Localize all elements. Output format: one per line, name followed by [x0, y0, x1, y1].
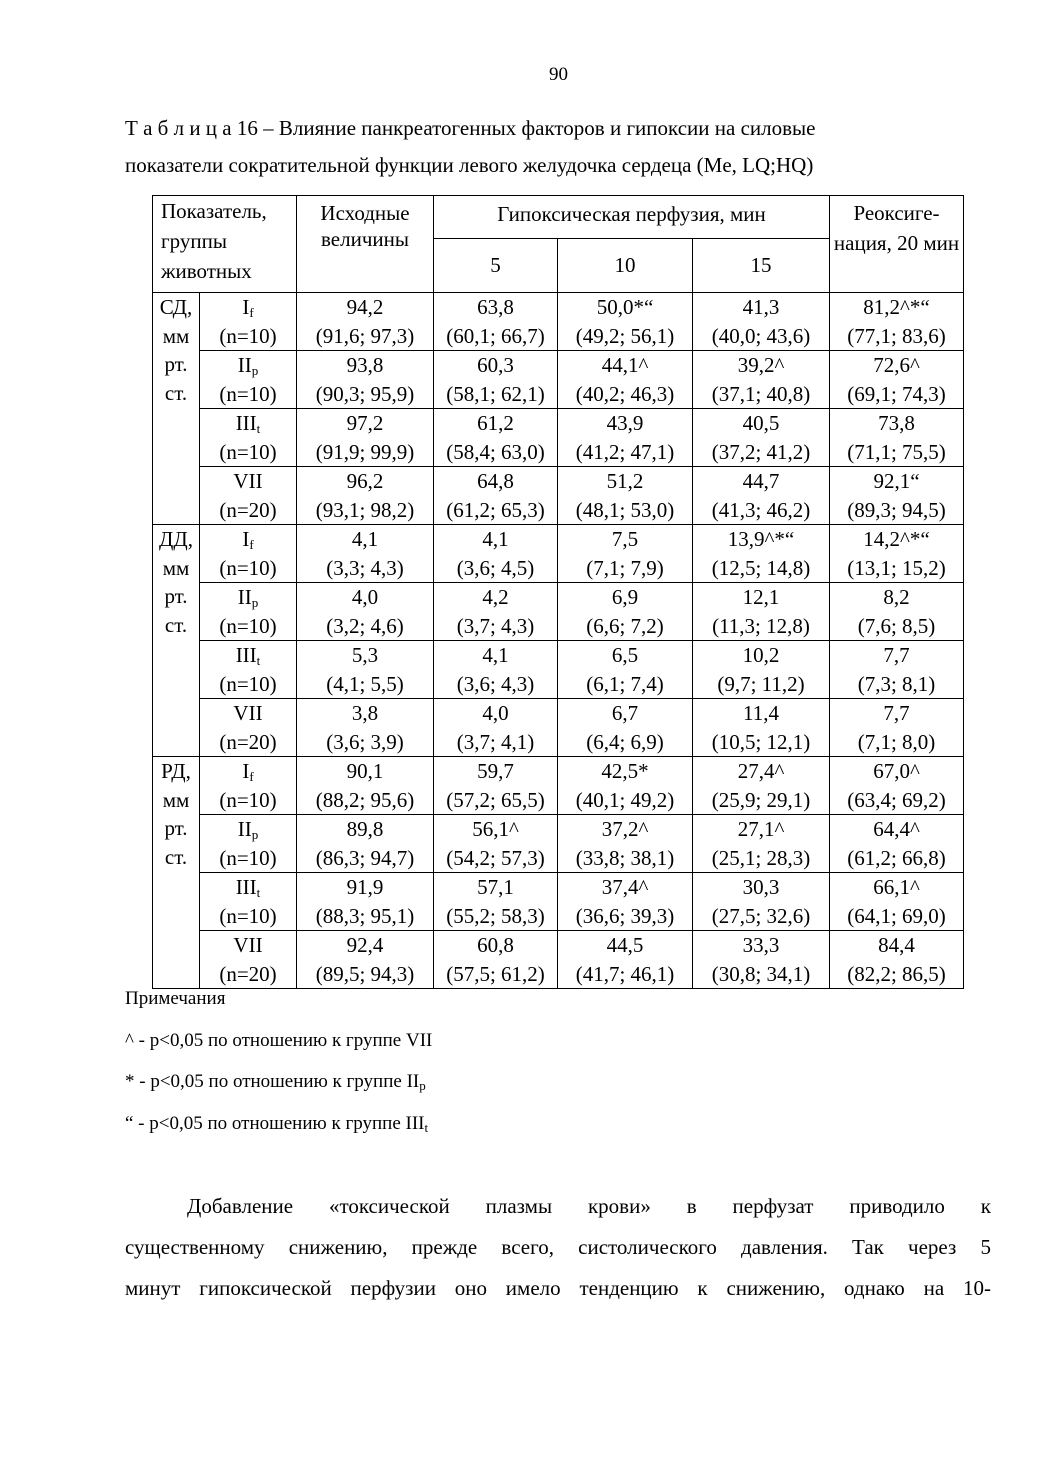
- group-cell: [200, 699, 297, 757]
- quartile-range: (6,4; 6,9): [586, 729, 664, 754]
- value-cell: [693, 293, 830, 351]
- table-row: [153, 699, 964, 757]
- indicator-label: РД,: [161, 759, 191, 783]
- median-value: 4,1: [482, 527, 509, 551]
- value-cell: [830, 583, 964, 641]
- header-reoxygenation: Реоксиге-нация, 20 мин: [830, 196, 964, 293]
- quartile-range: (6,1; 7,4): [586, 671, 664, 696]
- quartile-range: (9,7; 11,2): [717, 671, 805, 696]
- quartile-range: (90,3; 95,9): [315, 381, 415, 406]
- median-value: 11,4: [743, 701, 779, 725]
- median-value: 64,4^: [873, 817, 920, 841]
- group-subscript: t: [256, 885, 261, 900]
- median-value: 84,4: [878, 933, 915, 957]
- quartile-range: (71,1; 75,5): [847, 439, 946, 464]
- group-cell: [200, 293, 297, 351]
- value-cell: [434, 467, 558, 525]
- group-cell: [200, 351, 297, 409]
- quartile-range: (3,2; 4,6): [326, 613, 404, 638]
- group-subscript: f: [249, 769, 254, 784]
- quartile-range: (33,8; 38,1): [575, 845, 675, 870]
- quartile-range: (49,2; 56,1): [575, 323, 675, 348]
- median-value: 7,5: [611, 527, 639, 551]
- quartile-range: (61,2; 65,3): [446, 497, 545, 522]
- group-n: (n=20): [219, 961, 277, 986]
- table-row: [153, 467, 964, 525]
- value-cell: [693, 409, 830, 467]
- indicator-cell: [153, 525, 200, 757]
- group-label: II: [237, 817, 252, 841]
- group-subscript: p: [251, 827, 259, 842]
- quartile-range: (3,7; 4,3): [456, 613, 535, 638]
- group-label: III: [235, 411, 257, 435]
- value-cell: [558, 641, 693, 699]
- group-cell: [200, 873, 297, 931]
- table-row: [153, 293, 964, 351]
- group-label: II: [237, 585, 252, 609]
- indicator-label: мм: [162, 787, 190, 812]
- group-cell: [200, 815, 297, 873]
- median-value: 43,9: [606, 411, 644, 435]
- median-value: 8,2: [883, 585, 910, 609]
- quartile-range: (58,1; 62,1): [446, 381, 545, 406]
- median-value: 37,4^: [601, 875, 649, 899]
- quartile-range: (11,3; 12,8): [712, 613, 810, 638]
- indicator-label: ДД,: [159, 527, 193, 551]
- median-value: 60,8: [477, 933, 514, 957]
- median-value: 64,8: [477, 469, 514, 493]
- value-cell: [558, 409, 693, 467]
- median-value: 97,2: [346, 411, 384, 435]
- page-number: 90: [549, 64, 568, 85]
- value-cell: [434, 583, 558, 641]
- note-2: * - p<0,05 по отношению к группе $II_p$: [125, 1071, 426, 1093]
- value-cell: [830, 757, 964, 815]
- median-value: 44,5: [606, 933, 644, 957]
- group-subscript: p: [251, 595, 259, 610]
- median-value: 63,8: [477, 295, 514, 319]
- quartile-range: (30,8; 34,1): [711, 961, 811, 986]
- quartile-range: (54,2; 57,3): [446, 845, 545, 870]
- group-label: III: [235, 875, 257, 899]
- header-5min: 5: [434, 239, 558, 293]
- median-value: 4,0: [351, 585, 379, 609]
- group-n: (n=10): [219, 323, 277, 348]
- value-cell: [693, 757, 830, 815]
- quartile-range: (69,1; 74,3): [847, 381, 946, 406]
- header-10min: 10: [558, 239, 693, 293]
- group-cell: [200, 525, 297, 583]
- quartile-range: (63,4; 69,2): [847, 787, 946, 812]
- group-subscript: t: [256, 653, 261, 668]
- header-15min: 15: [693, 239, 830, 293]
- median-value: 61,2: [477, 411, 514, 435]
- quartile-range: (37,1; 40,8): [711, 381, 811, 406]
- median-value: 3,8: [351, 701, 379, 725]
- median-value: 27,4^: [737, 759, 785, 783]
- value-cell: [434, 873, 558, 931]
- indicator-cell: [153, 293, 200, 525]
- indicator-label: мм: [162, 323, 190, 348]
- header-hypoxic: Гипоксическая перфузия, мин: [434, 196, 830, 239]
- note-3: “ - p<0,05 по отношению к группе $III_t$: [125, 1112, 429, 1135]
- value-cell: [434, 409, 558, 467]
- quartile-range: (61,2; 66,8): [847, 845, 946, 870]
- quartile-range: (41,3; 46,2): [711, 497, 811, 522]
- quartile-range: (25,1; 28,3): [711, 845, 811, 870]
- table-row: [153, 873, 964, 931]
- median-value: 12,1: [742, 585, 780, 609]
- quartile-range: (7,6; 8,5): [857, 613, 936, 638]
- value-cell: [434, 699, 558, 757]
- value-cell: [297, 583, 434, 641]
- group-label: VII: [233, 469, 263, 493]
- group-n: (n=10): [219, 845, 277, 870]
- quartile-range: (36,6; 39,3): [575, 903, 675, 928]
- quartile-range: (88,3; 95,1): [315, 903, 415, 928]
- group-cell: [200, 641, 297, 699]
- value-cell: [693, 525, 830, 583]
- median-value: 81,2^*“: [863, 295, 930, 319]
- median-value: 14,2^*“: [863, 527, 930, 551]
- quartile-range: (40,1; 49,2): [575, 787, 675, 812]
- quartile-range: (89,3; 94,5): [847, 497, 946, 522]
- quartile-range: (86,3; 94,7): [315, 845, 415, 870]
- value-cell: [830, 467, 964, 525]
- value-cell: [297, 757, 434, 815]
- quartile-range: (7,1; 7,9): [586, 555, 664, 580]
- data-table: [152, 195, 964, 989]
- group-label: I: [242, 759, 250, 783]
- quartile-range: (13,1; 15,2): [847, 555, 946, 580]
- value-cell: [434, 351, 558, 409]
- header-baseline: Исходные величины: [297, 196, 434, 293]
- value-cell: [558, 467, 693, 525]
- median-value: 6,5: [611, 643, 639, 667]
- median-value: 40,5: [742, 411, 780, 435]
- group-cell: [200, 409, 297, 467]
- value-cell: [558, 873, 693, 931]
- note-1: ^ - p<0,05 по отношению к группе VII: [125, 1029, 433, 1051]
- median-value: 6,7: [611, 701, 639, 725]
- paragraph-line-1: Добавление «токсической плазмы крови» в перфузат приводило к: [187, 1194, 991, 1218]
- quartile-range: (57,5; 61,2): [446, 961, 545, 986]
- indicator-cell: [153, 757, 200, 989]
- value-cell: [693, 641, 830, 699]
- group-label: II: [237, 353, 252, 377]
- median-value: 5,3: [351, 643, 379, 667]
- value-cell: [434, 757, 558, 815]
- value-cell: [297, 409, 434, 467]
- indicator-label: мм: [162, 555, 190, 580]
- value-cell: [297, 873, 434, 931]
- quartile-range: (3,3; 4,3): [326, 555, 404, 580]
- table-row: [153, 583, 964, 641]
- value-cell: [693, 351, 830, 409]
- value-cell: [830, 351, 964, 409]
- median-value: 89,8: [346, 817, 384, 841]
- value-cell: [558, 525, 693, 583]
- quartile-range: (41,2; 47,1): [575, 439, 675, 464]
- value-cell: [297, 641, 434, 699]
- body-paragraph: [125, 1186, 991, 1309]
- paragraph-line-2: существенному снижению, прежде всего, систолического давления. Так через 5: [125, 1235, 991, 1259]
- value-cell: [434, 293, 558, 351]
- median-value: 57,1: [477, 875, 514, 899]
- table-row: [153, 641, 964, 699]
- table-row: [153, 525, 964, 583]
- quartile-range: (3,6; 4,5): [456, 555, 535, 580]
- group-subscript: t: [256, 421, 261, 436]
- quartile-range: (7,3; 8,1): [857, 671, 936, 696]
- median-value: 4,0: [482, 701, 509, 725]
- value-cell: [830, 699, 964, 757]
- group-n: (n=20): [219, 729, 277, 754]
- quartile-range: (77,1; 83,6): [847, 323, 946, 348]
- group-subscript: f: [249, 305, 254, 320]
- median-value: 51,2: [606, 469, 644, 493]
- median-value: 50,0*“: [596, 295, 654, 319]
- quartile-range: (57,2; 65,5): [446, 787, 545, 812]
- quartile-range: (40,0; 43,6): [711, 323, 811, 348]
- value-cell: [558, 699, 693, 757]
- median-value: 90,1: [346, 759, 384, 783]
- group-n: (n=10): [219, 381, 277, 406]
- value-cell: [693, 583, 830, 641]
- group-label: I: [242, 527, 250, 551]
- group-label: I: [242, 295, 250, 319]
- median-value: 66,1^: [873, 875, 920, 899]
- indicator-label: ст.: [164, 844, 188, 869]
- quartile-range: (91,9; 99,9): [315, 439, 415, 464]
- median-value: 73,8: [878, 411, 915, 435]
- group-n: (n=10): [219, 555, 277, 580]
- quartile-range: (55,2; 58,3): [446, 903, 545, 928]
- value-cell: [297, 467, 434, 525]
- group-n: (n=20): [219, 497, 277, 522]
- quartile-range: (4,1; 5,5): [326, 671, 404, 696]
- value-cell: [693, 699, 830, 757]
- notes-title: Примечания: [125, 988, 226, 1009]
- table-row: [153, 409, 964, 467]
- indicator-label: ст.: [164, 380, 188, 405]
- quartile-range: (91,6; 97,3): [315, 323, 415, 348]
- quartile-range: (89,5; 94,3): [315, 961, 415, 986]
- median-value: 37,2^: [601, 817, 649, 841]
- value-cell: [693, 815, 830, 873]
- median-value: 4,2: [482, 585, 509, 609]
- quartile-range: (48,1; 53,0): [575, 497, 675, 522]
- quartile-range: (3,6; 3,9): [326, 729, 404, 754]
- value-cell: [297, 293, 434, 351]
- group-label: III: [235, 643, 257, 667]
- value-cell: [558, 293, 693, 351]
- caption-line-2: показатели сократительной функции левого желудочка сердеца (Me, LQ;HQ): [125, 153, 814, 177]
- median-value: 92,1“: [873, 469, 920, 493]
- quartile-range: (60,1; 66,7): [446, 323, 545, 348]
- median-value: 91,9: [346, 875, 384, 899]
- median-value: 92,4: [346, 933, 384, 957]
- group-cell: [200, 757, 297, 815]
- quartile-range: (7,1; 8,0): [857, 729, 936, 754]
- group-cell: [200, 583, 297, 641]
- value-cell: [558, 815, 693, 873]
- table-row: [153, 815, 964, 873]
- value-cell: [297, 699, 434, 757]
- median-value: 10,2: [742, 643, 780, 667]
- caption-line-1: Т а б л и ц а 16 – Влияние панкреатогенных факторов и гипоксии на силовые: [125, 116, 816, 140]
- value-cell: [693, 931, 830, 989]
- median-value: 72,6^: [873, 353, 920, 377]
- median-value: 60,3: [477, 353, 514, 377]
- value-cell: [830, 641, 964, 699]
- value-cell: [693, 467, 830, 525]
- group-n: (n=10): [219, 787, 277, 812]
- median-value: 59,7: [477, 759, 514, 783]
- header-indicator: Показатель, группы животных: [153, 196, 297, 293]
- quartile-range: (25,9; 29,1): [711, 787, 811, 812]
- indicator-label: рт.: [164, 584, 188, 608]
- group-subscript: f: [249, 537, 254, 552]
- value-cell: [434, 931, 558, 989]
- quartile-range: (93,1; 98,2): [315, 497, 415, 522]
- value-cell: [434, 815, 558, 873]
- median-value: 6,9: [611, 585, 639, 609]
- indicator-label: ст.: [164, 612, 188, 637]
- median-value: 4,1: [482, 643, 509, 667]
- median-value: 44,1^: [601, 353, 649, 377]
- quartile-range: (37,2; 41,2): [711, 439, 811, 464]
- median-value: 41,3: [742, 295, 780, 319]
- median-value: 42,5*: [601, 759, 649, 783]
- quartile-range: (58,4; 63,0): [446, 439, 545, 464]
- value-cell: [558, 757, 693, 815]
- median-value: 67,0^: [873, 759, 920, 783]
- value-cell: [558, 351, 693, 409]
- value-cell: [434, 641, 558, 699]
- value-cell: [693, 873, 830, 931]
- group-n: (n=10): [219, 903, 277, 928]
- value-cell: [297, 815, 434, 873]
- median-value: 44,7: [742, 469, 780, 493]
- median-value: 39,2^: [737, 353, 785, 377]
- median-value: 30,3: [742, 875, 780, 899]
- median-value: 7,7: [883, 643, 910, 667]
- group-n: (n=10): [219, 613, 277, 638]
- group-n: (n=10): [219, 439, 277, 464]
- median-value: 96,2: [346, 469, 384, 493]
- value-cell: [434, 525, 558, 583]
- quartile-range: (27,5; 32,6): [711, 903, 811, 928]
- group-n: (n=10): [219, 671, 277, 696]
- quartile-range: (40,2; 46,3): [575, 381, 675, 406]
- quartile-range: (82,2; 86,5): [847, 961, 946, 986]
- median-value: 13,9^*“: [727, 527, 795, 551]
- quartile-range: (12,5; 14,8): [711, 555, 811, 580]
- quartile-range: (3,6; 4,3): [456, 671, 535, 696]
- value-cell: [830, 931, 964, 989]
- group-cell: [200, 467, 297, 525]
- value-cell: [558, 583, 693, 641]
- group-subscript: p: [251, 363, 259, 378]
- quartile-range: (3,7; 4,1): [456, 729, 535, 754]
- paragraph-line-3: минут гипоксической перфузии оно имело тенденцию к снижению, однако на 10-: [125, 1276, 991, 1300]
- median-value: 33,3: [742, 933, 780, 957]
- median-value: 4,1: [351, 527, 379, 551]
- median-value: 7,7: [883, 701, 910, 725]
- indicator-label: рт.: [164, 816, 188, 840]
- quartile-range: (88,2; 95,6): [315, 787, 415, 812]
- value-cell: [830, 525, 964, 583]
- value-cell: [558, 931, 693, 989]
- group-label: VII: [233, 933, 263, 957]
- value-cell: [297, 525, 434, 583]
- quartile-range: (10,5; 12,1): [711, 729, 811, 754]
- median-value: 94,2: [346, 295, 384, 319]
- quartile-range: (64,1; 69,0): [847, 903, 946, 928]
- value-cell: [830, 815, 964, 873]
- value-cell: [830, 409, 964, 467]
- indicator-label: рт.: [164, 352, 188, 376]
- value-cell: [830, 873, 964, 931]
- table-row: [153, 351, 964, 409]
- group-label: VII: [233, 701, 263, 725]
- table-row: [153, 757, 964, 815]
- indicator-label: СД,: [159, 295, 193, 319]
- median-value: 27,1^: [737, 817, 785, 841]
- table-caption: [125, 110, 993, 184]
- median-value: 56,1^: [472, 817, 519, 841]
- median-value: 93,8: [346, 353, 384, 377]
- quartile-range: (41,7; 46,1): [575, 961, 675, 986]
- value-cell: [297, 351, 434, 409]
- quartile-range: (6,6; 7,2): [586, 613, 664, 638]
- value-cell: [830, 293, 964, 351]
- notes: [125, 978, 432, 1144]
